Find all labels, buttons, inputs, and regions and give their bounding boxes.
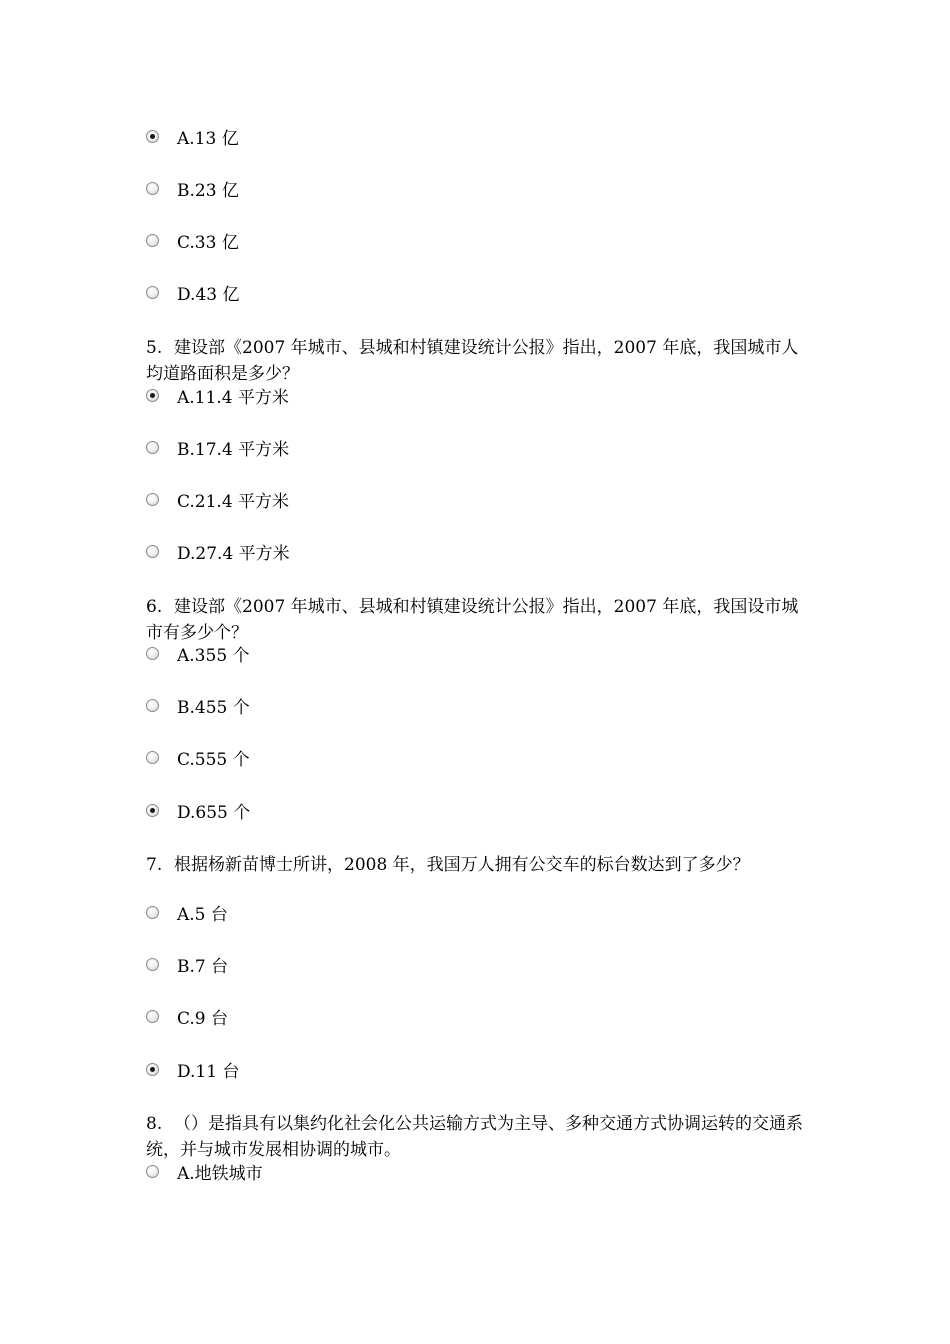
question-7 <box>146 852 811 878</box>
question-text: 根据杨新苗博士所讲，2008 年，我国万人拥有公交车的标台数达到了多少？ <box>174 855 750 875</box>
option-q4-d[interactable] <box>146 286 746 308</box>
option-q5-c[interactable] <box>146 493 746 515</box>
radio-unchecked-icon[interactable] <box>146 699 159 712</box>
question-number: 8. <box>146 1114 163 1134</box>
radio-checked-icon[interactable] <box>146 389 159 402</box>
question-text: （）是指具有以集约化社会化公共运输方式为主导、多种交通方式协调运转的交通系统，并与城市发展相协调的城市。 <box>146 1114 803 1160</box>
option-q4-c[interactable] <box>146 234 746 256</box>
question-number: 7. <box>146 855 163 875</box>
radio-unchecked-icon[interactable] <box>146 906 159 919</box>
option-q5-b[interactable] <box>146 441 746 463</box>
question-number: 5. <box>146 338 163 358</box>
option-q8-a[interactable] <box>146 1165 746 1187</box>
option-label: C.33 亿 <box>177 233 239 253</box>
question-8 <box>146 1111 811 1163</box>
option-q6-a[interactable] <box>146 647 746 669</box>
radio-unchecked-icon[interactable] <box>146 958 159 971</box>
radio-unchecked-icon[interactable] <box>146 441 159 454</box>
radio-unchecked-icon[interactable] <box>146 647 159 660</box>
radio-unchecked-icon[interactable] <box>146 286 159 299</box>
option-q6-c[interactable] <box>146 751 746 773</box>
option-q4-a[interactable] <box>146 130 746 152</box>
question-text: 建设部《2007 年城市、县城和村镇建设统计公报》指出，2007 年底，我国设市城市有多少个？ <box>146 597 799 643</box>
radio-unchecked-icon[interactable] <box>146 545 159 558</box>
radio-unchecked-icon[interactable] <box>146 493 159 506</box>
radio-unchecked-icon[interactable] <box>146 234 159 247</box>
option-label: D.655 个 <box>177 803 251 823</box>
option-label: B.17.4 平方米 <box>177 440 290 460</box>
option-label: D.43 亿 <box>177 285 240 305</box>
option-label: B.7 台 <box>177 957 229 977</box>
option-q7-b[interactable] <box>146 958 746 980</box>
radio-checked-icon[interactable] <box>146 1063 159 1076</box>
question-number: 6. <box>146 597 163 617</box>
radio-unchecked-icon[interactable] <box>146 1010 159 1023</box>
option-label: A.5 台 <box>177 905 228 925</box>
radio-checked-icon[interactable] <box>146 130 159 143</box>
option-q5-d[interactable] <box>146 545 746 567</box>
option-q7-d[interactable] <box>146 1063 746 1085</box>
option-q6-b[interactable] <box>146 699 746 721</box>
option-label: B.23 亿 <box>177 181 239 201</box>
option-label: C.9 台 <box>177 1009 229 1029</box>
question-6 <box>146 594 811 646</box>
option-label: A.13 亿 <box>177 129 239 149</box>
option-q6-d[interactable] <box>146 804 746 826</box>
radio-checked-icon[interactable] <box>146 804 159 817</box>
question-5 <box>146 335 811 387</box>
option-q4-b[interactable] <box>146 182 746 204</box>
option-q7-c[interactable] <box>146 1010 746 1032</box>
radio-unchecked-icon[interactable] <box>146 1165 159 1178</box>
radio-unchecked-icon[interactable] <box>146 751 159 764</box>
option-label: A.11.4 平方米 <box>177 388 289 408</box>
option-q5-a[interactable] <box>146 389 746 411</box>
option-label: C.21.4 平方米 <box>177 492 290 512</box>
option-label: D.11 台 <box>177 1062 240 1082</box>
question-text: 建设部《2007 年城市、县城和村镇建设统计公报》指出，2007 年底，我国城市人均道路面积是多少？ <box>146 338 799 384</box>
option-label: A.355 个 <box>177 646 250 666</box>
option-label: D.27.4 平方米 <box>177 544 290 564</box>
option-label: C.555 个 <box>177 750 250 770</box>
option-q7-a[interactable] <box>146 906 746 928</box>
option-label: A.地铁城市 <box>177 1164 263 1184</box>
radio-unchecked-icon[interactable] <box>146 182 159 195</box>
option-label: B.455 个 <box>177 698 250 718</box>
